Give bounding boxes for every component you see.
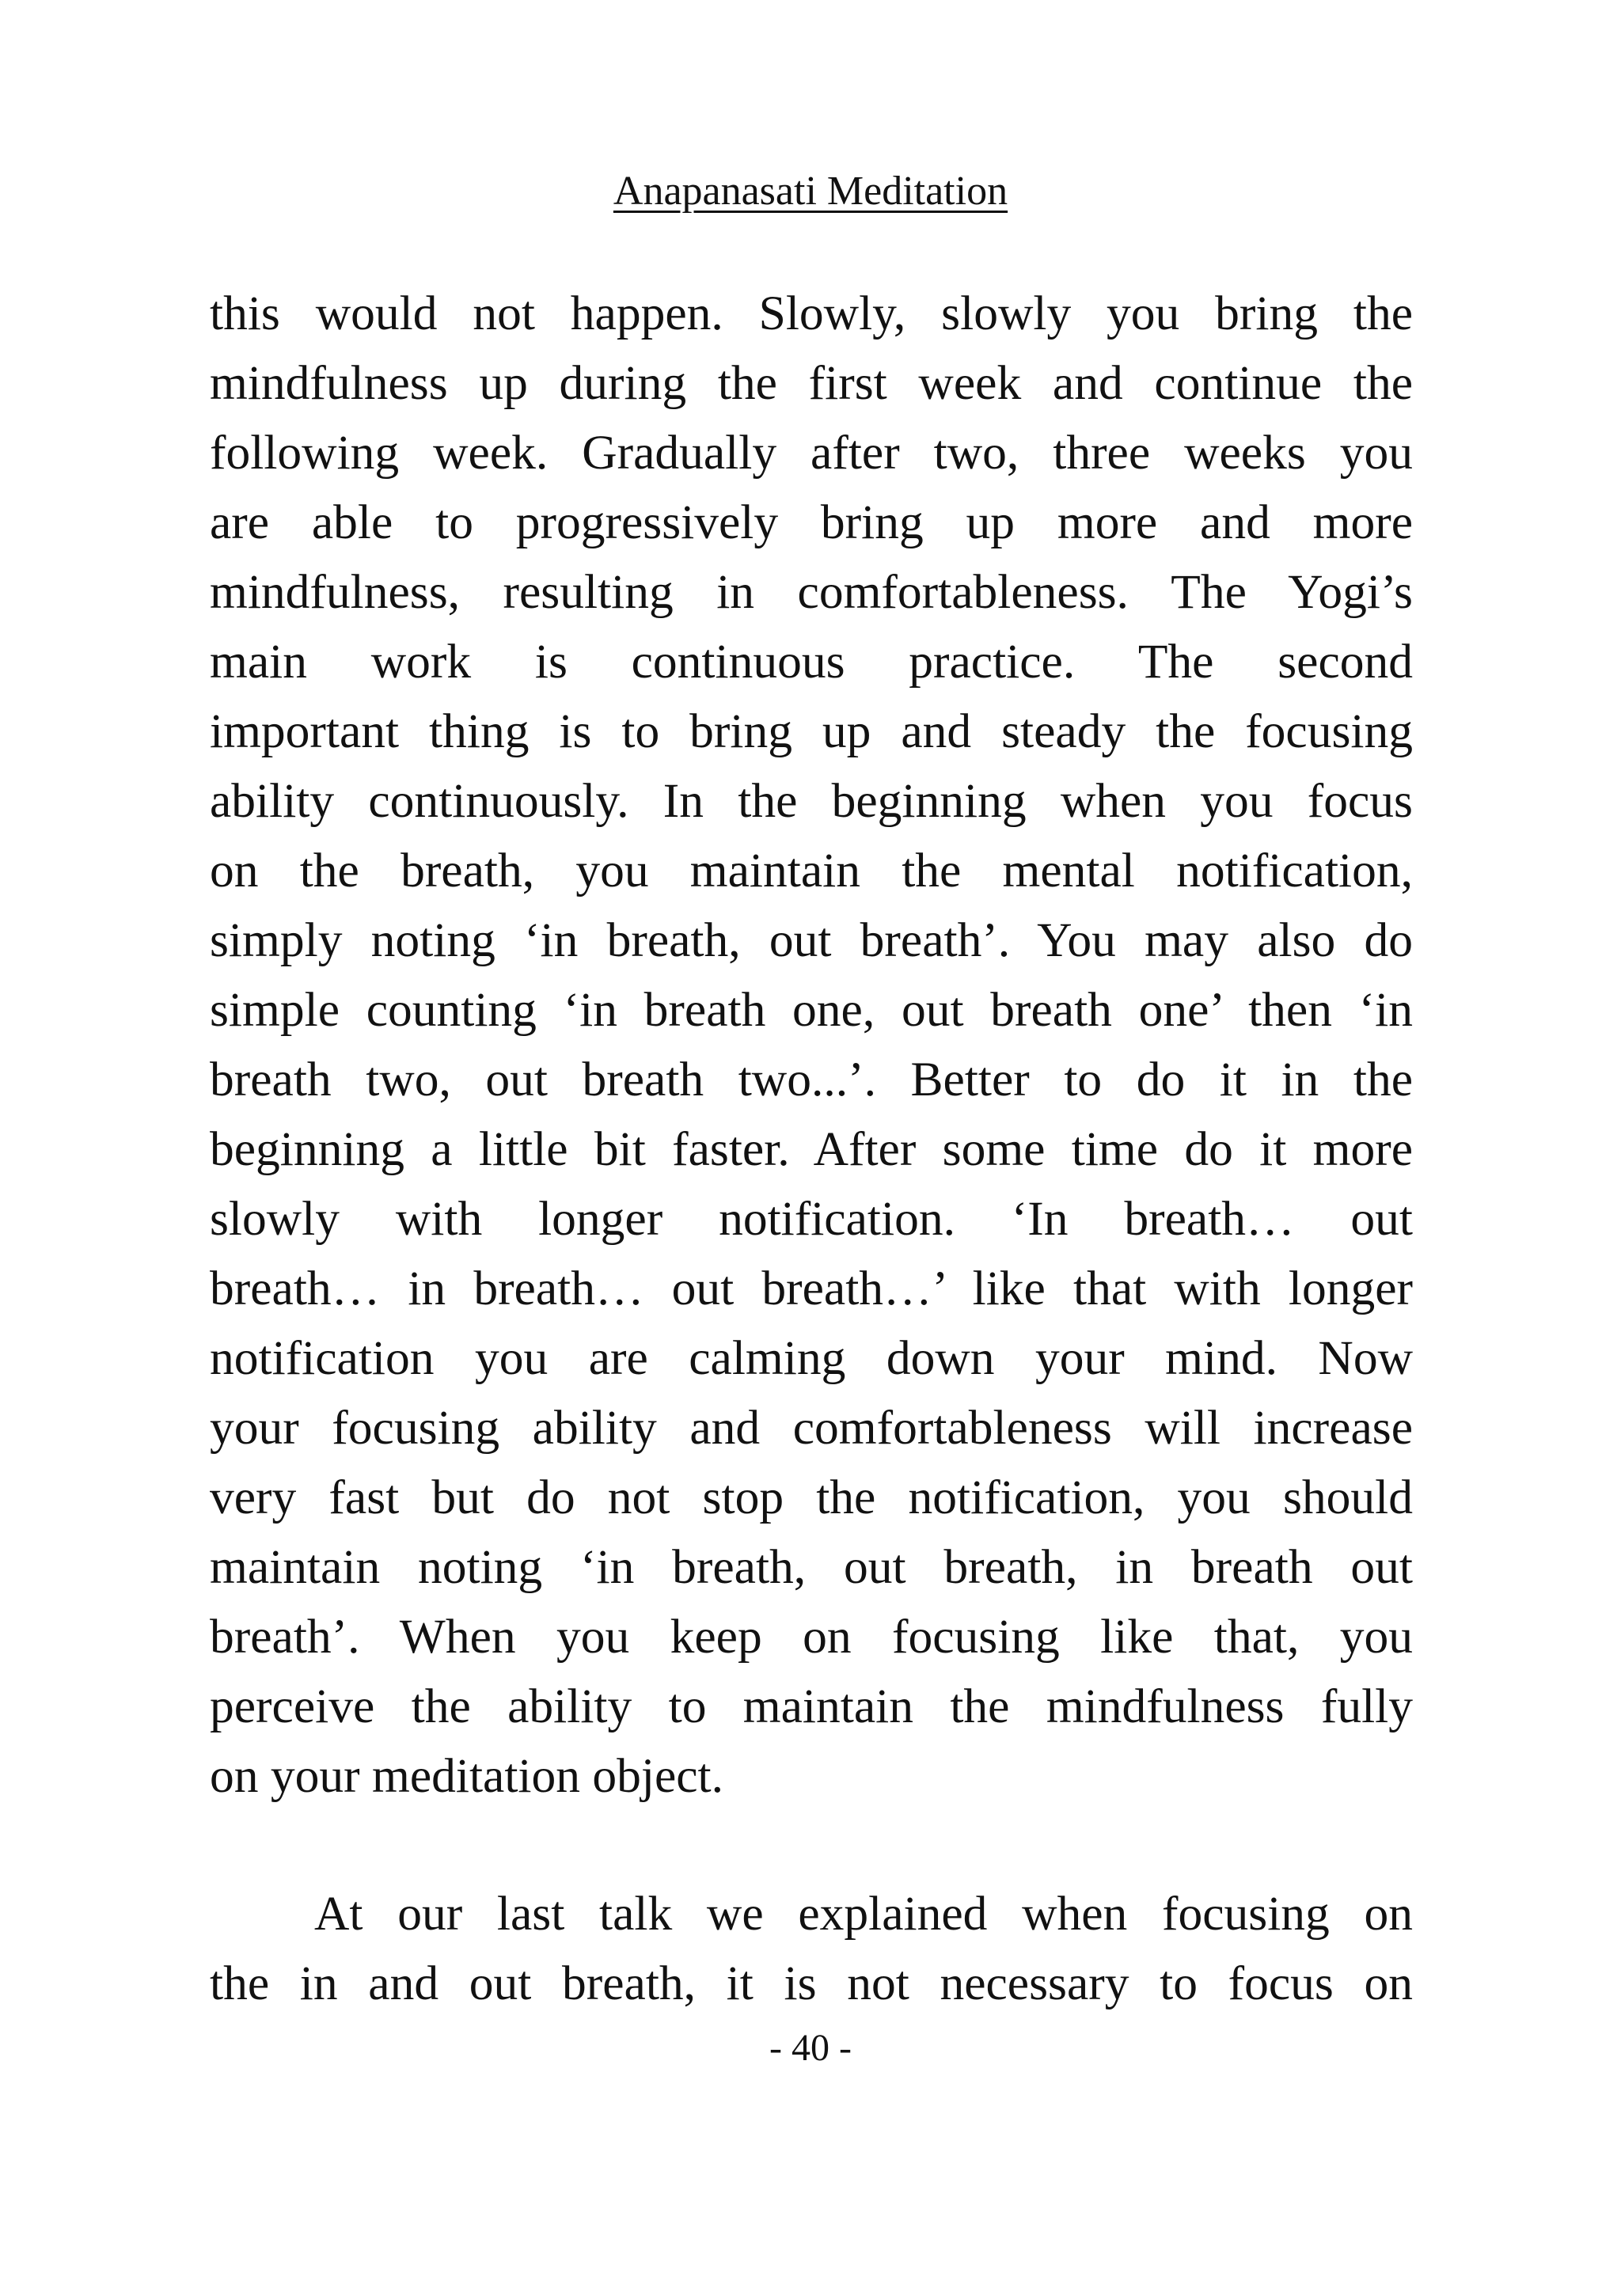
text-line: maintain noting ‘in breath, out breath, in breath out — [210, 1540, 1413, 1594]
text-line: on the breath, you maintain the mental notification, — [210, 844, 1413, 898]
text-line: At our last talk we explained when focusing on — [314, 1887, 1413, 1941]
text-line: ability continuously. In the beginning when you focus — [210, 774, 1413, 828]
text-line: your focusing ability and comfortableness will increase — [210, 1401, 1413, 1455]
text-line: breath… in breath… out breath…’ like that with longer — [210, 1262, 1413, 1315]
text-line: simple counting ‘in breath one, out breath one’ then ‘in — [210, 983, 1413, 1037]
text-line: breath two, out breath two...’. Better to do it in the — [210, 1053, 1413, 1106]
book-title: Anapanasati Meditation — [613, 169, 1008, 214]
text-line: main work is continuous practice. The second — [210, 635, 1413, 689]
paragraph-2 — [210, 1879, 1413, 2018]
paragraph-1 — [210, 279, 1413, 1811]
text-line: the in and out breath, it is not necessary to focus on — [210, 1956, 1413, 2010]
text-line: perceive the ability to maintain the mindfulness fully — [210, 1679, 1413, 1733]
text-line: following week. Gradually after two, three weeks you — [210, 426, 1413, 480]
text-line: beginning a little bit faster. After some time do it more — [210, 1122, 1413, 1176]
text-line: mindfulness up during the first week and continue the — [210, 356, 1413, 410]
text-line: simply noting ‘in breath, out breath’. You may also do — [210, 913, 1413, 967]
text-line: breath’. When you keep on focusing like that, you — [210, 1610, 1413, 1664]
text-line: very fast but do not stop the notification, you should — [210, 1471, 1413, 1524]
text-line: notification you are calming down your mind. Now — [210, 1331, 1413, 1385]
page-number: - 40 - — [769, 2027, 852, 2069]
text-line: this would not happen. Slowly, slowly you bring the — [210, 287, 1413, 340]
text-line: on your meditation object. — [210, 1749, 724, 1803]
running-header — [0, 168, 1621, 215]
text-line: important thing is to bring up and steady the focusing — [210, 704, 1413, 758]
text-line: mindfulness, resulting in comfortableness. The Yogi’s — [210, 565, 1413, 619]
text-line: are able to progressively bring up more and more — [210, 495, 1413, 549]
text-line: slowly with longer notification. ‘In breath… out — [210, 1192, 1413, 1246]
